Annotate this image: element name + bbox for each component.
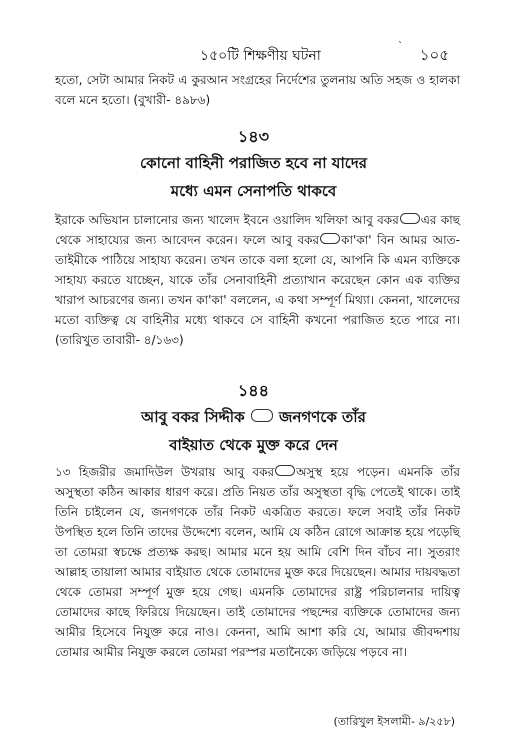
- section-number-143: ১৪৩: [237, 127, 270, 146]
- page-number: ১০৫: [419, 46, 449, 64]
- section-143-body: [55, 210, 460, 350]
- salutation-icon: [320, 233, 340, 244]
- section-144-text-part2: অসুস্থ হয়ে পড়েন। এমনকি তাঁর অসুস্থতা কঠিন আকার ধারণ করে। প্রতি নিয়ত তাঁর অসুস্থতা বৃদ্ধি পেতেই থাকে। তাই তিনি চাইলেন যে, জনগণকে তাঁর নিকট একত্রিত করতে। ফলে সবাই তাঁর নিকট উপস্থিত হলে তিনি তাদের উদ্দেশ্যে বলেন, আমি যে কঠিন রোগে আক্রান্ত হয়ে পড়েছি তা তোমরা স্বচক্ষে প্রত্যক্ষ করছ। আমার মনে হয় আমি বেশি দিন বাঁচব না। সুতরাং আল্লাহ তায়ালা আমার বাইয়াত থেকে তোমাদের মুক্ত করে দিয়েছেন। আমার দায়বদ্ধতা থেকে তোমরা সম্পূর্ণ মুক্ত হয়ে গেছ। এমনকি তোমাদের রাষ্ট্র পরিচালনার দায়িত্ব তোমাদের কাছে ফিরিয়ে দিয়েছেন। তাই তোমাদের পছন্দের ব্যক্তিকে তোমাদের জন্য আমীর হিসেবে নিযুক্ত করে নাও। কেননা, আমি আশা করি যে, আমার জীবদ্দশায় তোমার আমীর নিযুক্ত করলে তোমরা পরস্পর মতানৈক্যে জড়িয়ে পড়বে না।: [55, 465, 461, 659]
- book-title: ১৫০টি শিক্ষণীয় ঘটনা: [200, 48, 321, 64]
- intro-text: হতো, সেটা আমার নিকট এ কুরআন সংগ্রহের নির্দেশের তুলনায় অতি সহজ ও হালকা বলে মনে হতো। (বুখারী- ৪৯৮৬): [55, 73, 460, 107]
- section-143-text-part3: কা'কা' বিন আমর আত-তাইমীকে পাঠিয়ে সাহায্য করেন। তখন তাকে বলা হলো যে, আপনি কি এমন ব্যক্তিকে সাহায্য করতে যাচ্ছেন, যাকে তাঁর সেনাবাহিনী প্রত্যাখান করেছেন কোন এক ব্যক্তির খারাপ আচরণের জন্য। তখন কা'কা' বললেন, এ কথা সম্পূর্ণ মিথ্যা। কেননা, খালেদের মতো ব্যক্তিত্ব যে বাহিনীর মধ্যে থাকবে সে বাহিনী কখনো পরাজিত হতে পারে না। (তারিখুত তাবারী- ৪/১৬৩): [55, 233, 460, 347]
- section-143-text: [55, 210, 460, 350]
- salutation-icon: [275, 465, 295, 476]
- section-heading-144-line1: [0, 406, 507, 431]
- section-144-body: [55, 462, 460, 662]
- section-heading-143-line2: মধ্যে এমন সেনাপতি থাকবে: [170, 182, 337, 200]
- section-143-text-part1: ইরাকে অভিযান চালানোর জন্য খালেদ ইবনে ওয়ালিদ খলিফা আবু বকর: [55, 213, 399, 227]
- intro-paragraph: [55, 70, 460, 110]
- section-144-text: [55, 462, 460, 662]
- section-heading-143-line1: কোনো বাহিনী পরাজিত হবে না যাদের: [140, 154, 367, 172]
- section-144-text-part1: ১৩ হিজরীর জমাদিউল উখরায় আবু বকর: [55, 465, 275, 479]
- section-heading-144-line1-a: আবু বকর সিদ্দীক: [141, 408, 245, 426]
- section-heading-144-line2: বাইয়াত থেকে মুক্ত করে দেন: [169, 436, 338, 454]
- reference-citation: (তারিখুল ইসলামী- ৯/২৫৮): [333, 715, 455, 728]
- section-number-144: ১৪৪: [237, 381, 270, 400]
- header-mark: `: [398, 41, 403, 52]
- section-heading-144-line1-b: জনগণকে তাঁর: [279, 408, 366, 426]
- section-143-text-part2: এর কাছ থেকে সাহায্যের জন্য আবেদন করেন। ফলে আবু বকর: [55, 213, 460, 247]
- running-header: [0, 41, 507, 66]
- salutation-icon: [251, 409, 273, 422]
- salutation-icon: [400, 213, 420, 224]
